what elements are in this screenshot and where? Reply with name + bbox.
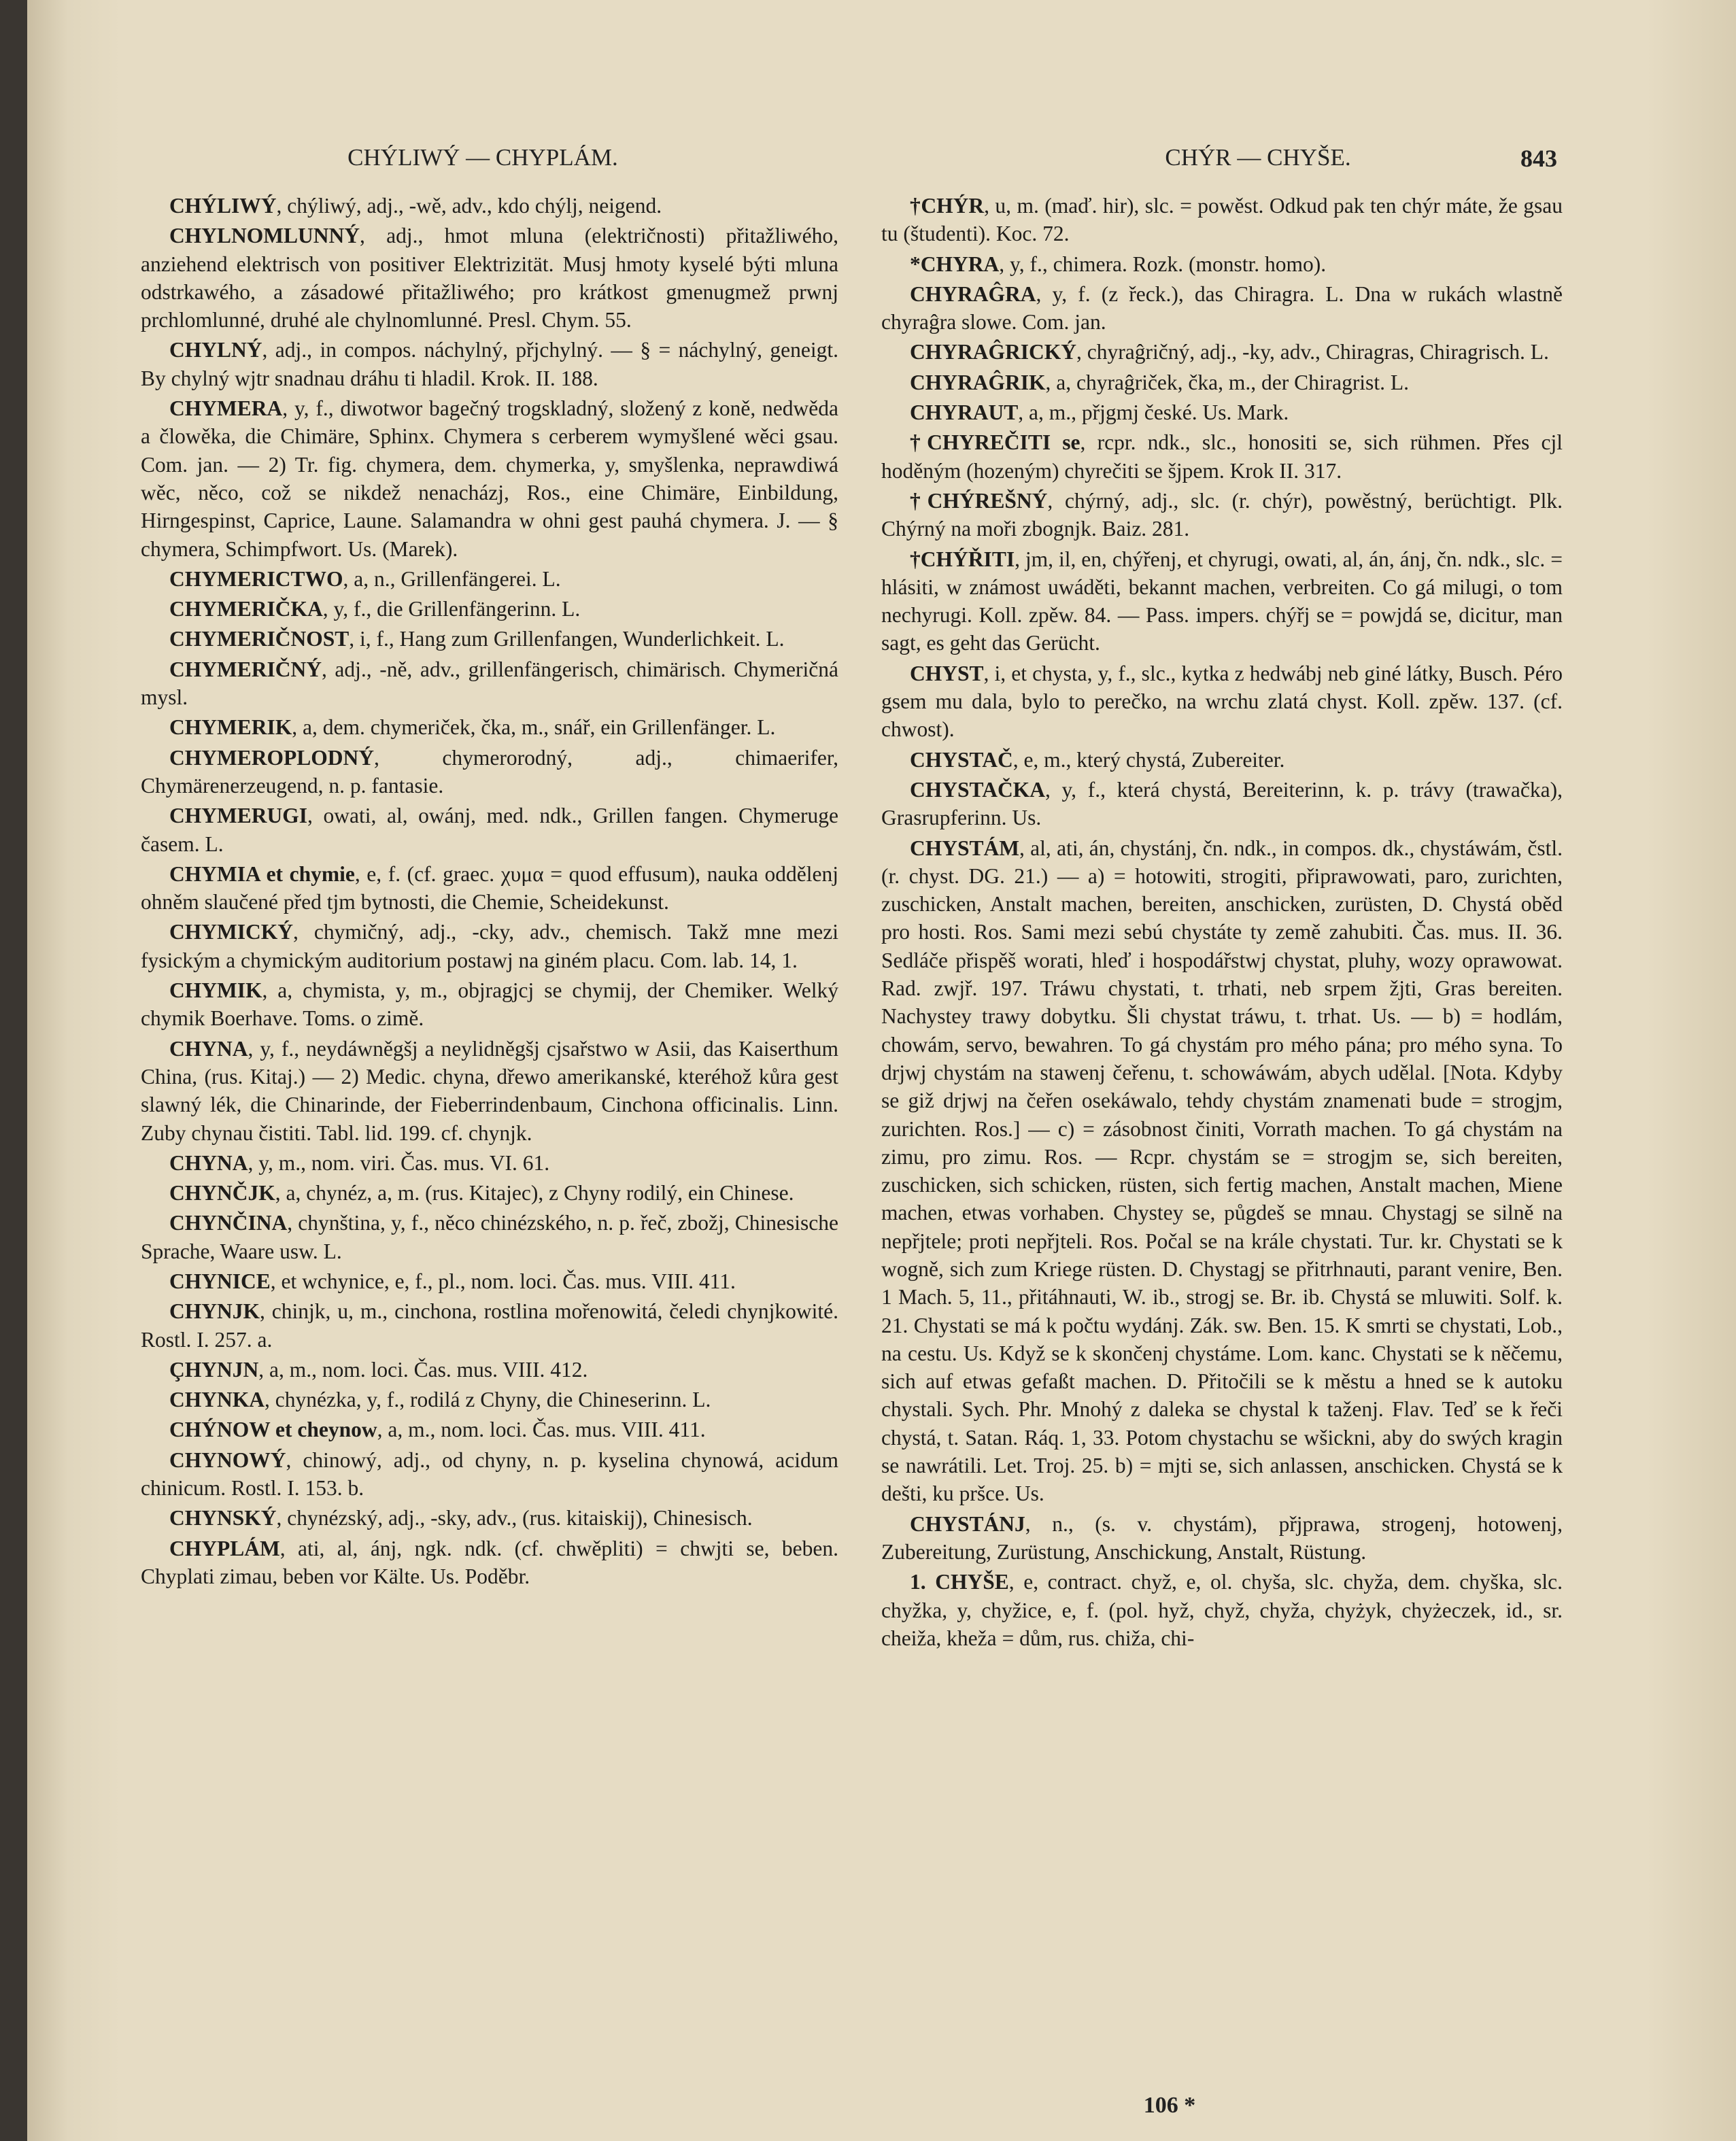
entry-chystacka: CHYSTAČKA, y, f., která chystá, Bereiterinn, k. p. trávy (trawačka), Grasrupferinn. Us. bbox=[881, 777, 1563, 830]
headword: CHYNJK bbox=[169, 1299, 260, 1324]
headword: CHYNA bbox=[169, 1150, 248, 1175]
headword: CHYNOWÝ bbox=[169, 1448, 286, 1472]
headword: CHYMIA et chymie bbox=[169, 861, 355, 886]
entry-chyst: CHYST, i, et chysta, y, f., slc., kytka z hedwábj neb giné látky, Busch. Péro gsem mu dala, bylo to perečko, na wrchu zlatá chyst. Koll. zpěw. 137. (cf. chwost). bbox=[881, 661, 1563, 742]
entry-chyraut: CHYRAUT, a, m., přjgmj české. Us. Mark. bbox=[910, 400, 1289, 425]
headword: CHÝLIWÝ bbox=[169, 194, 277, 218]
headword: CHYRAĜRIK bbox=[910, 370, 1046, 394]
headword: CHYNSKÝ bbox=[169, 1506, 277, 1530]
headword: CHYMERIČNÝ bbox=[169, 657, 322, 681]
entry-chymia: CHYMIA et chymie, e, f. (cf. graec. χυμα = quod effusum), nauka oddělenj ohněm slaučené před tjm bytnosti, die Chemie, Scheidekunst. bbox=[141, 861, 838, 914]
entry-chylny: CHYLNÝ, adj., in compos. náchylný, přjchylný. — § = náchylný, geneigt. By chylný wjtr snadnau dráhu ti hladil. Krok. II. 188. bbox=[141, 338, 838, 390]
headword: CHYMERIČNOST bbox=[169, 627, 350, 651]
headword: CHYNČINA bbox=[169, 1211, 288, 1235]
entry-chyna-viri: CHYNA, y, m., nom. viri. Čas. mus. VI. 61. bbox=[169, 1150, 550, 1175]
entry-chynjn: ÇHYNJN, a, m., nom. loci. Čas. mus. VIII. 412. bbox=[169, 1357, 588, 1382]
headword: †CHÝR bbox=[910, 194, 985, 218]
entry-chymericny: CHYMERIČNÝ, adj., -ně, adv., grillenfängerisch, chimärisch. Chymeričná mysl. bbox=[141, 657, 838, 710]
entry-chyplam: CHYPLÁM, ati, al, ánj, ngk. ndk. (cf. chwěpliti) = chwjti se, beben. Chyplati zimau, beben vor Kälte. Us. Poděbr. bbox=[141, 1536, 838, 1588]
headword: CHYSTAČ bbox=[910, 747, 1013, 772]
headword: †CHYREČITI se bbox=[910, 430, 1080, 455]
entry-chymeroplodny: CHYMEROPLODNÝ, chymerorodný, adj., chimaerifer, Chymärenerzeugend, n. p. fantasie. bbox=[141, 745, 838, 798]
entry-chynow: CHÝNOW et cheynow, a, m., nom. loci. Čas. mus. VIII. 411. bbox=[169, 1418, 706, 1442]
entry-chymicky: CHYMICKÝ, chymičný, adj., -cky, adv., chemisch. Takž mne mezi fysickým a chymickým auditorium postawj na giném placu. Com. lab. 14, 1. bbox=[141, 920, 838, 972]
headword: *CHYRA bbox=[910, 252, 1000, 276]
headword: CHYMERIČKA bbox=[169, 597, 323, 621]
entry-chymera: CHYMERA, y, f., diwotwor bagečný trogskladný, složený z koně, nedwěda a člowěka, die Chimäre, Sphinx. Chymera s cerberem wymyšlené wěci gsau. Com. jan. — 2) Tr. fig. chymera, dem. chymerka, y, smyšlenka, neprawdiwá wěc, něco, což se nikdež nenacházj, Ros., eine Chimäre, Einbildung, Hirngespinst, Caprice, Laune. Salamandra w ohni gest pauhá chymera. J. — § chymera, Schimpfwort. Us. (Marek). bbox=[141, 396, 838, 561]
headword: CHYMICKÝ bbox=[169, 920, 293, 944]
left-column bbox=[141, 192, 838, 1592]
headword: CHYLNOMLUNNÝ bbox=[169, 224, 360, 248]
entry-chystam: CHYSTÁM, al, ati, án, chystánj, čn. ndk., in compos. dk., chystáwám, čstl. (r. chyst. DG. 21.) — a) = hotowiti, strogiti, připrawowati, paro, zurichten, zuschicken, Anstalt machen, bereiten, anschicken, zurüsten, D. Chystá oběd pro hosti. Ros. Sami mezi sebú chystáte ty země zahubiti. Čas. mus. II. 36. Sedláče přispěš worati, hleď i hospodářstwj chystat, pluhy, wozy oprawowat. Rad. zwjř. 197. Tráwu chystati, t. trhati, neb srpem žjti, Gras bereiten. Nachystey trawy dobytku. Šli chystat tráwu, t. trhat. Us. — b) = hodlám, chowám, servo, bewahren. To gá chystám pro mého pána; pro mého syna. To drjwj chystám na stawenj čeřenu, t. schowáwám, abych udělal. [Nota. Kdyby se giž drjwj na čeřen osekáwalo, tehdy chystám znamenati bude = strogjm, zurichten. Ros.] — c) = zásobnost činiti, Vorrath machen. To gá chystám na zimu, pro zimu. Ros. — Rcpr. chystám se = strogjm se, sich bereiten, zuschicken, sich schicken, rüsten, sich fertig machen, Anstalt machen, Miene machen, etwas vorhaben. Chystey se, půgdeš se mnau. Chystagj se silně na nepřjtele; proti nepřjteli. Ros. Počal se na krále chystati. Tur. kr. Chystati se k wogně, sich zum Kriege rüsten. D. Chystagj se přitrhnauti, parant venire, Ben. 1 Mach. 5, 11., přitáhnauti, W. ib., strogj se. Br. ib. Chystá se mluwiti. Solf. k. 21. Chystati se má k počtu wydánj. Zák. sw. Ben. 15. K smrti se chystati, Lob., na cestu. Us. Když se k skončenj chystáme. Lom. kanc. Chystati se k něčemu, sich auf etwas gefaßt machen. D. Přitočili se k městu a hned se k autoku chystali. Sych. Phr. Mnohý z daleka se chystal k taženj. Flav. Teď se k řeči chystá, t. Satan. Ráq. 1, 33. Potom chystachu se wšickni, aby do swých kragin se nawrátili. Let. Troj. 25. b) = mjti se, sich anlassen, anschicken. Chystá se k dešti, ku pršce. Us. bbox=[881, 836, 1563, 1506]
headword: CHYMERIK bbox=[169, 715, 292, 740]
headword: CHYSTAČKA bbox=[910, 777, 1045, 802]
entry-chymik: CHYMIK, a, chymista, y, m., objragjcj se chymij, der Chemiker. Welký chymik Boerhave. Toms. o zimě. bbox=[141, 978, 838, 1031]
entry-chyragrik: CHYRAĜRIK, a, chyraĝriček, čka, m., der Chiragrist. L. bbox=[910, 370, 1409, 394]
headword: †CHÝŘITI bbox=[910, 547, 1015, 571]
entry-chyreciti: †CHYREČITI se, rcpr. ndk., slc., honositi se, sich rühmen. Přes cjl hoděným (hozeným) chyrečiti se šjpem. Krok II. 317. bbox=[881, 430, 1563, 483]
entry-chyragricky: CHYRAĜRICKÝ, chyraĝričný, adj., -ky, adv., Chiragras, Chiragrisch. L. bbox=[910, 340, 1549, 364]
headword: CHYSTÁM bbox=[910, 836, 1020, 860]
headword: CHYMERICTWO bbox=[169, 566, 343, 591]
entry-chyra: *CHYRA, y, f., chimera. Rozk. (monstr. homo). bbox=[910, 252, 1327, 276]
entry-chymerugi: CHYMERUGI, owati, al, owánj, med. ndk., Grillen fangen. Chymeruge časem. L. bbox=[141, 804, 838, 856]
left-running-head: CHÝLIWÝ — CHYPLÁM. bbox=[347, 144, 618, 171]
headword: CHYMIK bbox=[169, 978, 262, 1003]
page-number: 843 bbox=[1520, 145, 1557, 172]
entry-chymericka: CHYMERIČKA, y, f., die Grillenfängerinn. L. bbox=[169, 597, 581, 621]
entry-chylnomlunny: CHYLNOMLUNNÝ, adj., hmot mluna (električnosti) přitažliwého, anziehend elektrisch von positiver Elektrizität. Musj hmoty kyselé býti mluna odstrkawého, a zásadowé přitažliwého; pro krátkost gmenugmež prwnj prchlomlunné, druhé ale chylnomlunné. Presl. Chym. 55. bbox=[141, 224, 838, 332]
entry-chymerictwo: CHYMERICTWO, a, n., Grillenfängerei. L. bbox=[169, 566, 561, 591]
right-column bbox=[881, 192, 1563, 1654]
entry-chystanj: CHYSTÁNJ, n., (s. v. chystám), přjprawa, strogenj, hotowenj, Zubereitung, Zurüstung, Anschickung, Anstalt, Rüstung. bbox=[881, 1511, 1563, 1564]
entry-chyr: †CHÝR, u, m. (maď. hir), slc. = powěst. Odkud pak ten chýr máte, že gsau tu (študenti). Koc. 72. bbox=[881, 194, 1563, 246]
headword: CHYRAĜRICKÝ bbox=[910, 340, 1077, 364]
entry-chymericnost: CHYMERIČNOST, i, f., Hang zum Grillenfangen, Wunderlichkeit. L. bbox=[169, 627, 785, 651]
entry-chyriti: †CHÝŘITI, jm, il, en, chýřenj, et chyrugi, owati, al, án, ánj, čn. ndk., slc. = hlásiti, w známost uwáděti, bekannt machen, verbreiten. Co gá milugi, o tom nechyrugi. Koll. zpěw. 84. — Pass. impers. chýřj se = powjdá se, dicitur, man sagt, es geht das Gerücht. bbox=[881, 547, 1563, 655]
entry-chynice: CHYNICE, et wchynice, e, f., pl., nom. loci. Čas. mus. VIII. 411. bbox=[169, 1269, 736, 1293]
entry-chystac: CHYSTAČ, e, m., který chystá, Zubereiter. bbox=[910, 747, 1285, 772]
entry-chymerik: CHYMERIK, a, dem. chymeriček, čka, m., snář, ein Grillenfänger. L. bbox=[169, 715, 776, 740]
entry-chyncina: CHYNČINA, chynština, y, f., něco chinézského, n. p. řeč, zbožj, Chinesische Sprache, Waare usw. L. bbox=[141, 1211, 838, 1263]
headword: CHYRAĜRA bbox=[910, 281, 1036, 306]
headword: CHYMEROPLODNÝ bbox=[169, 745, 374, 770]
headword: CHYNKA bbox=[169, 1388, 265, 1412]
entry-chyncjk: CHYNČJK, a, chynéz, a, m. (rus. Kitajec), z Chyny rodilý, ein Chinese. bbox=[169, 1181, 794, 1205]
headword: CHÝNOW et cheynow bbox=[169, 1418, 377, 1442]
dictionary-page bbox=[27, 0, 1736, 2141]
headword: CHYNA bbox=[169, 1036, 248, 1061]
headword: 1. CHYŠE bbox=[910, 1570, 1009, 1594]
entry-chyna: CHYNA, y, f., neydáwněgšj a neylidněgšj cjsařstwo w Asii, das Kaiserthum China, (rus. Kitaj.) — 2) Medic. chyna, dřewo amerikanské, kteréhož kůra gest slawný lék, die Chinarinde, der Fieberrindenbaum, Cinchona officinalis. Linn. Zuby chynau čistiti. Tabl. lid. 199. cf. chynjk. bbox=[141, 1036, 838, 1145]
headword: CHYST bbox=[910, 661, 984, 685]
entry-chynka: CHYNKA, chynézka, y, f., rodilá z Chyny, die Chineserinn. L. bbox=[169, 1388, 711, 1412]
headword: CHYNČJK bbox=[169, 1181, 275, 1205]
entry-chyresny: †CHÝREŠNÝ, chýrný, adj., slc. (r. chýr), powěstný, berüchtigt. Plk. Chýrný na moři zbognjk. Baiz. 281. bbox=[881, 488, 1563, 541]
entry-chyliwy: CHÝLIWÝ, chýliwý, adj., -wě, adv., kdo chýlj, neigend. bbox=[169, 194, 662, 218]
entry-chyse: 1. CHYŠE, e, contract. chyž, e, ol. chyša, slc. chyža, dem. chyška, slc. chyžka, y, chyžice, e, f. (pol. hyž, chyž, chyža, chyżyk, chyżeczek, id., sr. cheiža, kheža = dům, rus. chiža, chi- bbox=[881, 1570, 1563, 1650]
entry-chynowy: CHYNOWÝ, chinowý, adj., od chyny, n. p. kyselina chynowá, acidum chinicum. Rostl. I. 153. b. bbox=[141, 1448, 838, 1501]
right-running-head: CHÝR — CHYŠE. bbox=[1165, 144, 1351, 171]
signature-mark: 106 * bbox=[1143, 2093, 1196, 2118]
headword: CHYLNÝ bbox=[169, 338, 262, 362]
headword: CHYPLÁM bbox=[169, 1536, 280, 1560]
headword: CHYNICE bbox=[169, 1269, 271, 1293]
entry-chynsky: CHYNSKÝ, chynézský, adj., -sky, adv., (rus. kitaiskij), Chinesisch. bbox=[169, 1506, 753, 1530]
headword: CHYSTÁNJ bbox=[910, 1511, 1025, 1536]
headword: †CHÝREŠNÝ bbox=[910, 488, 1048, 513]
entry-chyragra: CHYRAĜRA, y, f. (z řeck.), das Chiragra. L. Dna w rukách wlastně chyraĝra slowe. Com. jan. bbox=[881, 281, 1563, 335]
headword: CHYMERUGI bbox=[169, 804, 307, 828]
headword: CHYRAUT bbox=[910, 400, 1019, 425]
entry-chynjk: CHYNJK, chinjk, u, m., cinchona, rostlina mořenowitá, čeledi chynjkowité. Rostl. I. 257. a. bbox=[141, 1299, 838, 1352]
headword: CHYMERA bbox=[169, 396, 283, 421]
headword: ÇHYNJN bbox=[169, 1357, 259, 1382]
